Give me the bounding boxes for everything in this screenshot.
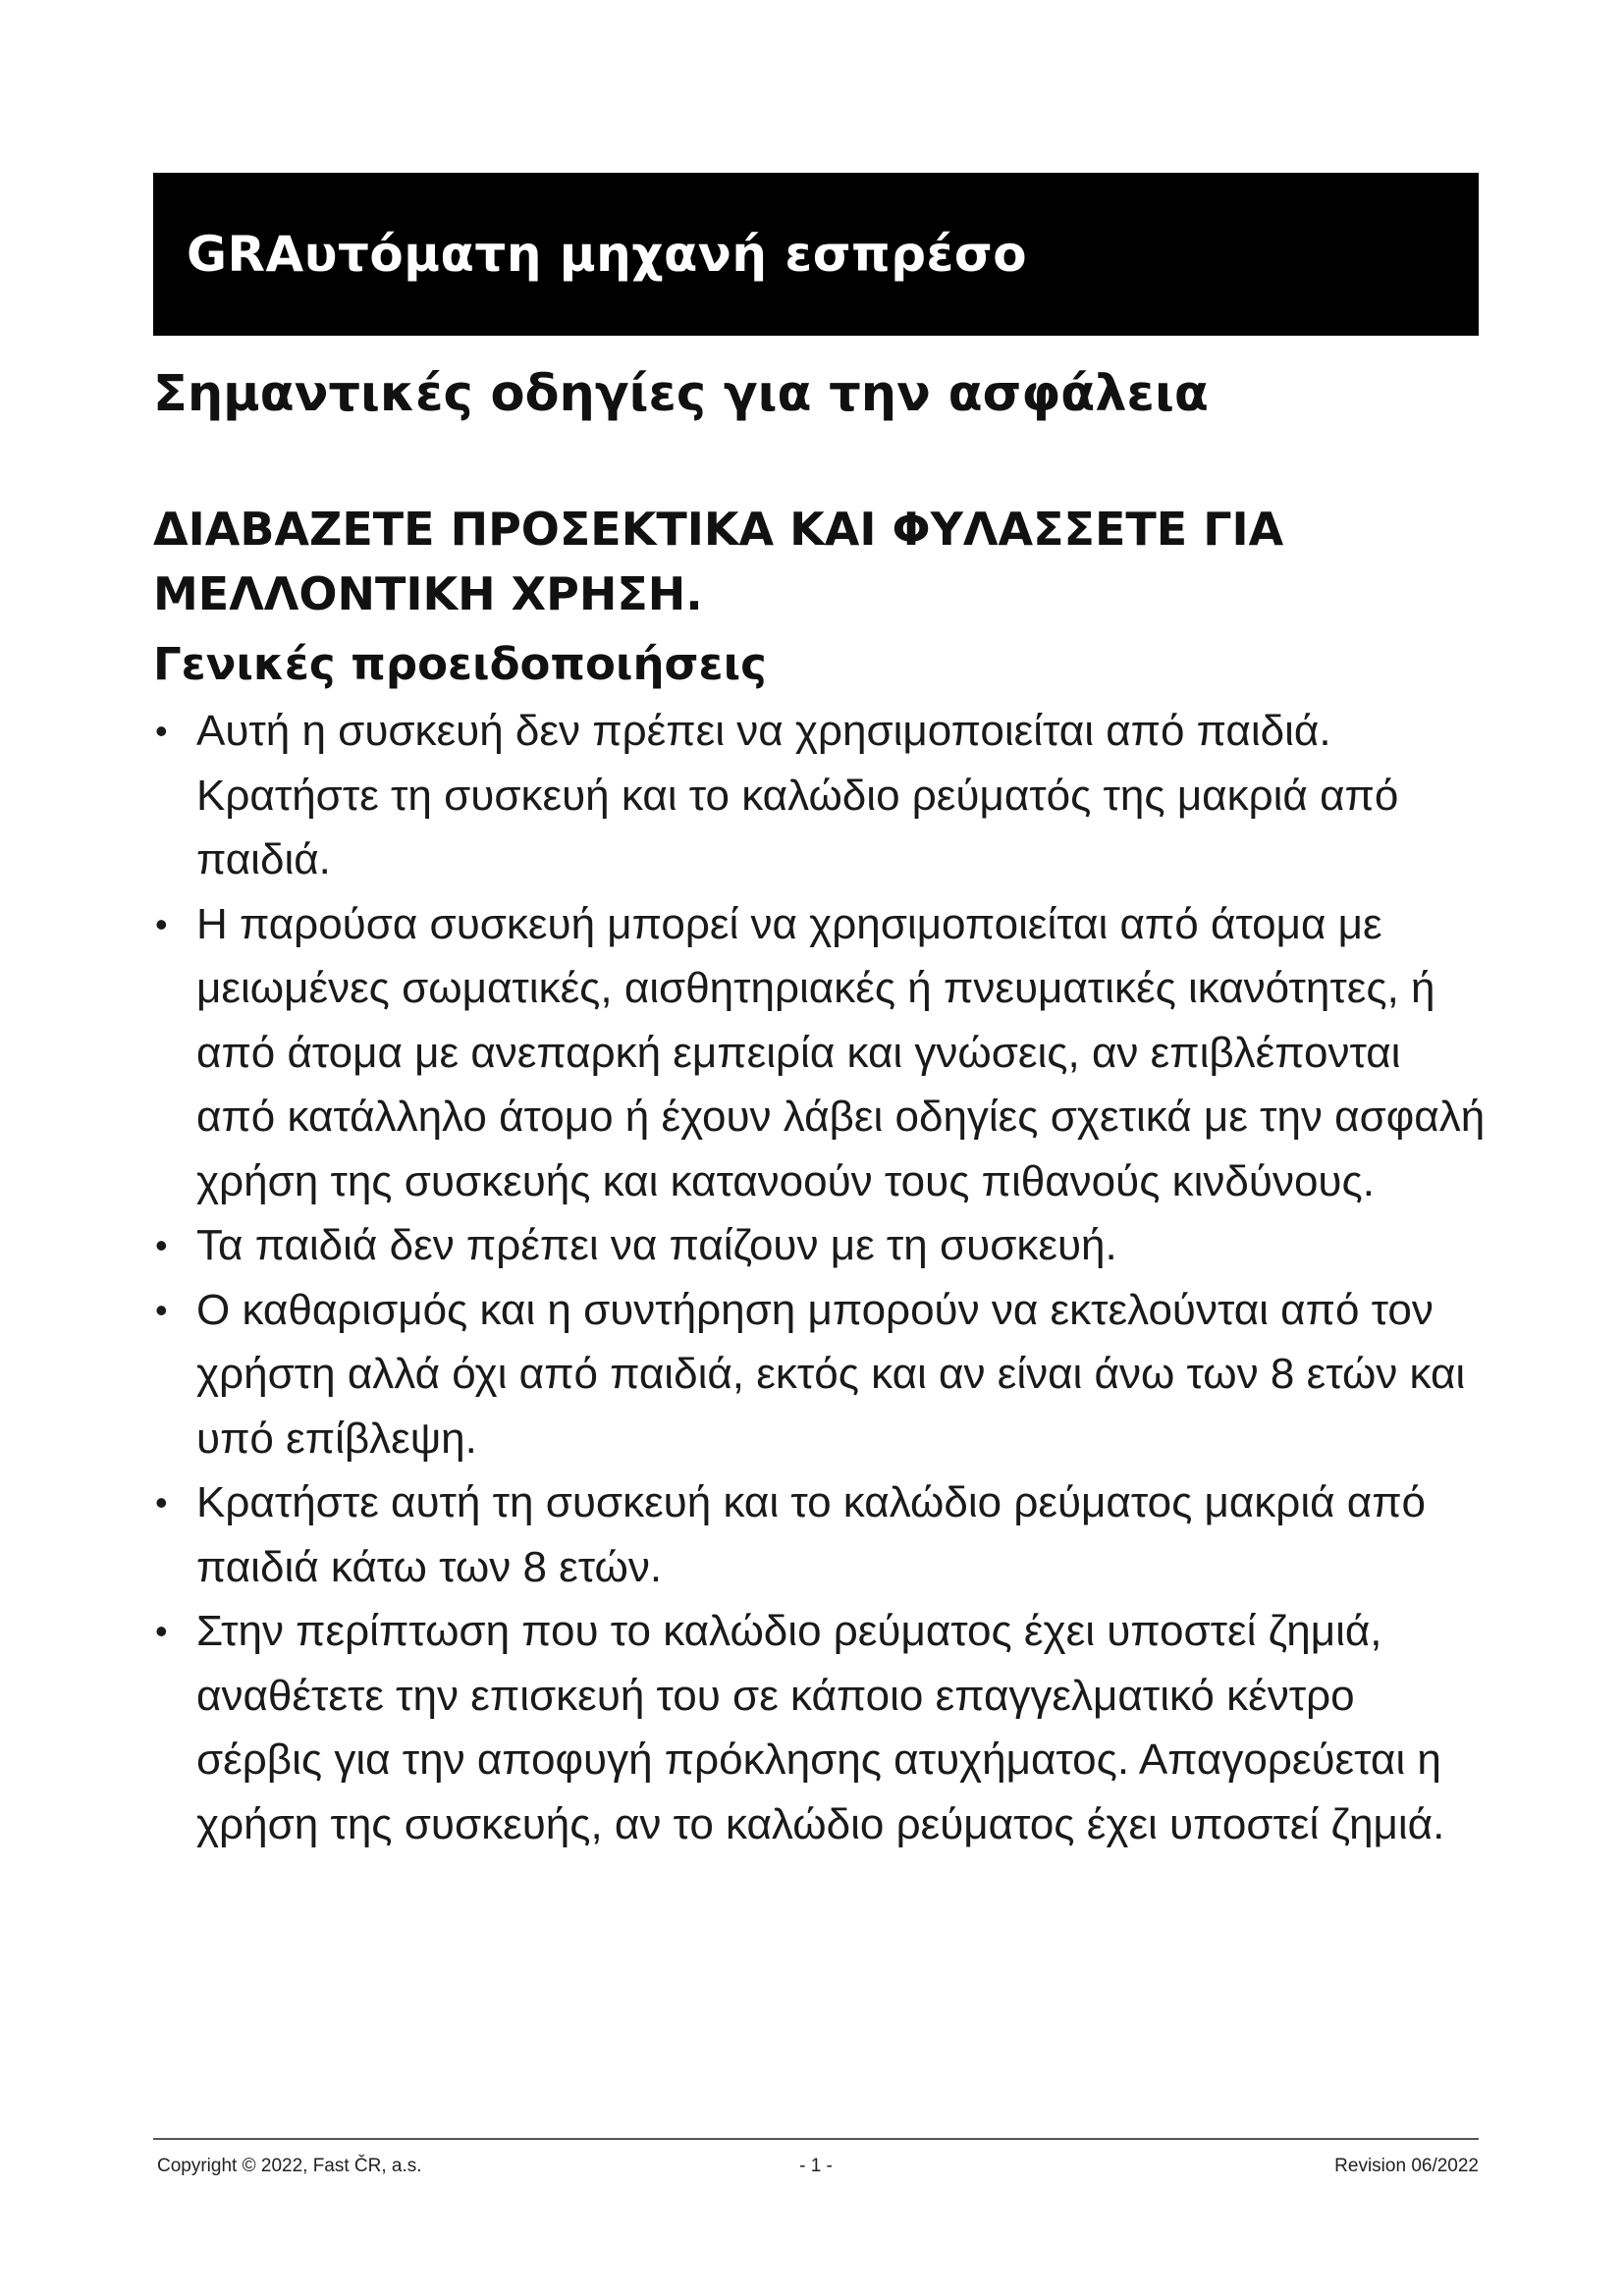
bullet-icon: • bbox=[155, 1611, 168, 1651]
section-heading: Σημαντικές οδηγίες για την ασφάλεια bbox=[153, 365, 1209, 423]
list-item-text: Τα παιδιά δεν πρέπει να παίζουν με τη συσκευή. bbox=[196, 1221, 1117, 1269]
warning-heading: ΔΙΑΒΑΖΕΤΕ ΠΡΟΣΕΚΤΙΚΑ ΚΑΙ ΦΥΛΑΣΣΕΤΕ ΓΙΑ ΜΕΛΛΟΝΤΙΚΗ ΧΡΗΣΗ. bbox=[153, 503, 1284, 620]
bullet-icon: • bbox=[155, 711, 168, 751]
footer-revision: Revision 06/2022 bbox=[1334, 2156, 1479, 2176]
document-title: GRAυτόματη μηχανή εσπρέσο bbox=[187, 226, 1028, 283]
list-item bbox=[153, 892, 1489, 1214]
warnings-list bbox=[153, 699, 1489, 1856]
list-item bbox=[153, 1213, 1489, 1278]
bullet-icon: • bbox=[155, 1482, 168, 1522]
list-item bbox=[153, 1278, 1489, 1471]
list-item bbox=[153, 1470, 1489, 1599]
list-item bbox=[153, 699, 1489, 892]
list-item-text: Στην περίπτωση που το καλώδιο ρεύματος έχει υποστεί ζημιά, αναθέτετε την επισκευή του σε κάποιο επαγγελματικό κέντρο σέρβις για την αποφυγή πρόκλησης ατυχήματος. Απαγορεύεται η χρήση της συσκευής, αν το καλώδιο ρεύματος έχει υποστεί ζημιά. bbox=[196, 1607, 1445, 1848]
page-footer bbox=[153, 2156, 1479, 2185]
list-item-text: Αυτή η συσκευή δεν πρέπει να χρησιμοποιείται από παιδιά. Κρατήστε τη συσκευή και το καλώδιο ρεύματός της μακριά από παιδιά. bbox=[196, 707, 1399, 883]
bullet-icon: • bbox=[155, 1289, 168, 1330]
footer-copyright: Copyright © 2022, Fast ČR, a.s. bbox=[157, 2156, 422, 2176]
title-bar bbox=[153, 173, 1479, 336]
list-item-text: Κρατήστε αυτή τη συσκευή και το καλώδιο ρεύματος μακριά από παιδιά κάτω των 8 ετών. bbox=[196, 1478, 1427, 1591]
list-item-text: Ο καθαρισμός και η συντήρηση μπορούν να εκτελούνται από τον χρήστη αλλά όχι από παιδιά, εκτός και αν είναι άνω των 8 ετών και υπό επίβλεψη. bbox=[196, 1285, 1466, 1463]
sub-heading: Γενικές προειδοποιήσεις bbox=[153, 638, 767, 690]
bullet-icon: • bbox=[155, 1225, 168, 1265]
bullet-icon: • bbox=[155, 903, 168, 944]
footer-page-number: - 1 - bbox=[799, 2156, 833, 2176]
list-item-text: Η παρούσα συσκευή μπορεί να χρησιμοποιείται από άτομα με μειωμένες σωματικές, αισθητηριακές ή πνευματικές ικανότητες, ή από άτομα με ανεπαρκή εμπειρία και γνώσεις, αν επιβλέπονται από κατάλληλο άτομο ή έχουν λάβει οδηγίες σχετικά με την ασφαλή χρήση της συσκευής και κατανοούν τους πιθανούς κινδύνους. bbox=[196, 899, 1486, 1205]
footer-divider bbox=[153, 2138, 1479, 2140]
list-item bbox=[153, 1599, 1489, 1856]
